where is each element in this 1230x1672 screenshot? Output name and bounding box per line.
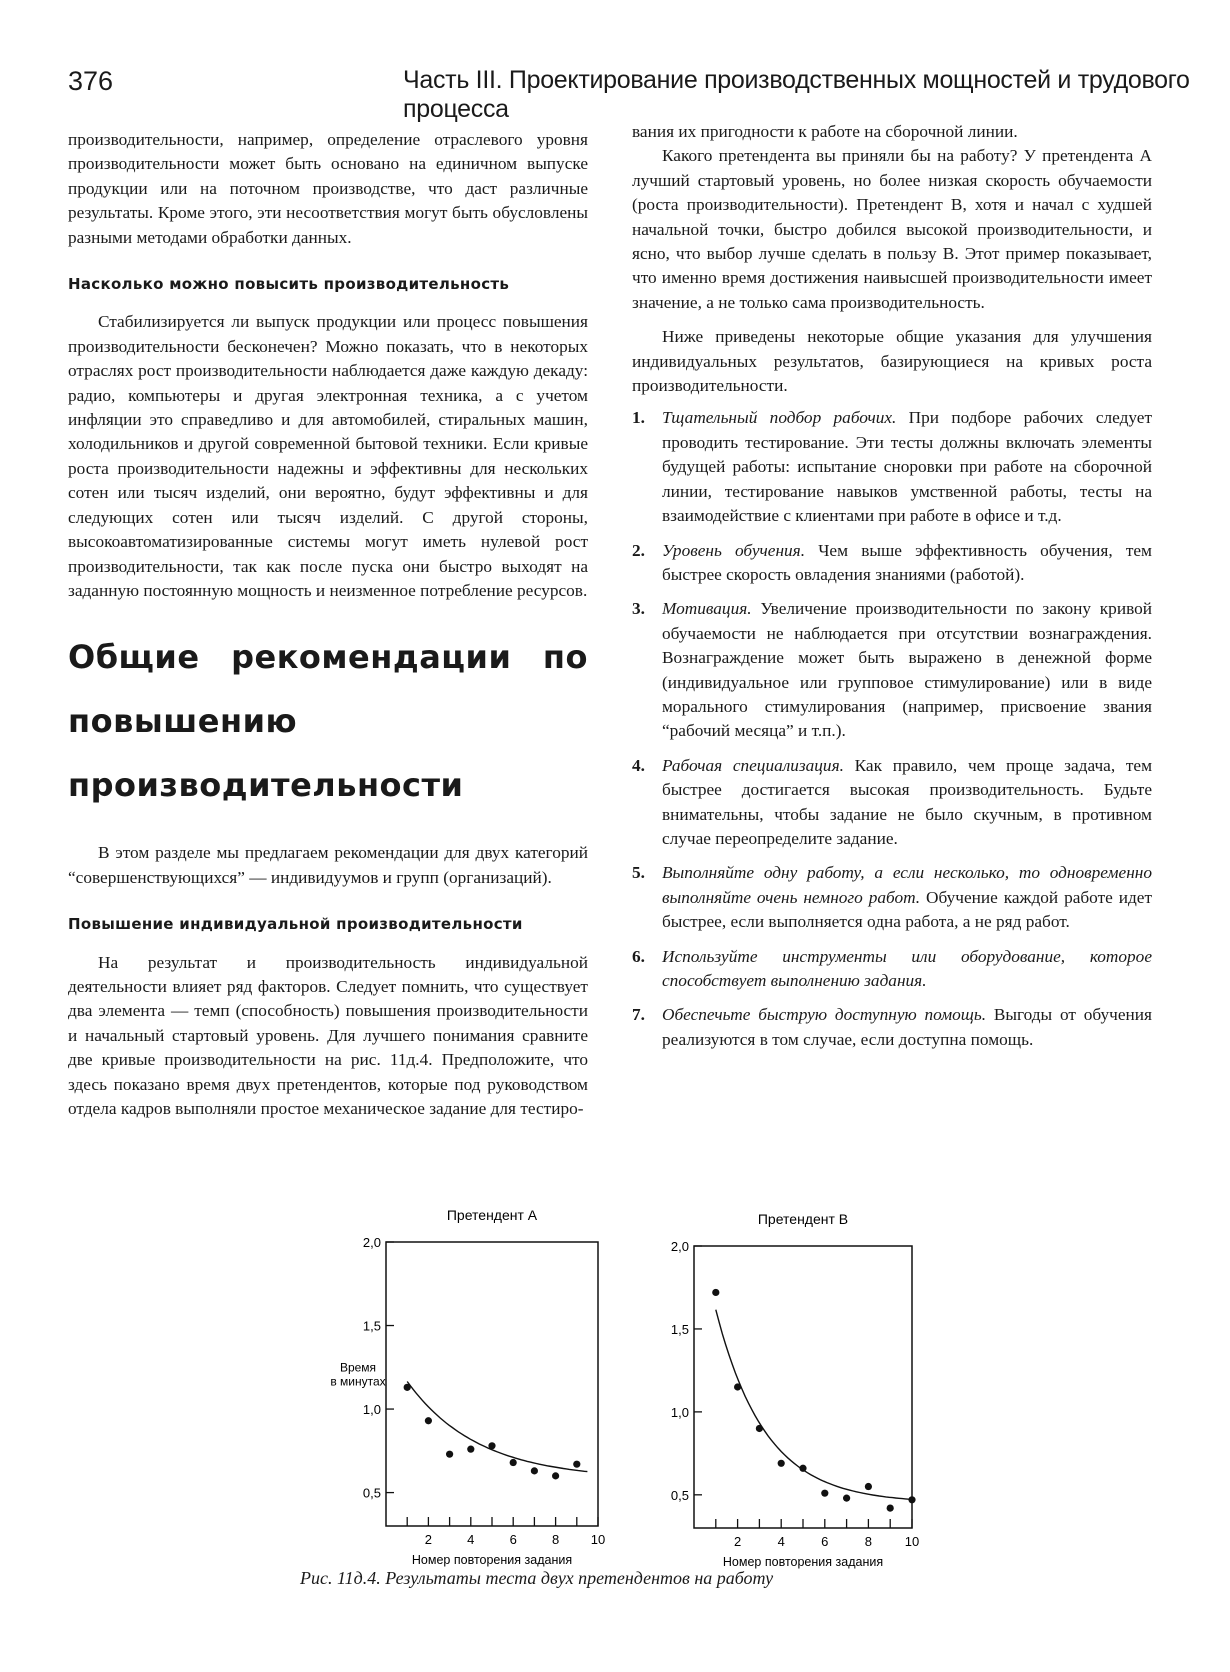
data-point: [865, 1483, 872, 1490]
paragraph: производительности, например, определение отраслевого уровня производительности может быть основано на единичном выпуске продукции или на поточном производстве, что даст различные результаты. Кроме этого, эти несоответствия могут быть обусловлены разными методами обработки данных.: [68, 130, 588, 247]
page-number: 376: [68, 66, 114, 96]
y-axis-label: в минутах: [330, 1374, 386, 1389]
data-point: [843, 1495, 850, 1502]
paragraph: вания их пригодности к работе на сборочной линии.: [632, 122, 1018, 141]
list-item: 1. Тщательный подбор рабочих. При подборе рабочих следует проводить тестирование. Эти тесты должны включать элементы будущей работы: испытание сноровки при работе на сборочной линии, тестирование навыков умственной работы, тесты на взаимодействие с клиентами при работе в офисе и т.д.: [632, 408, 1152, 526]
x-tick-label: 4: [467, 1532, 475, 1547]
x-tick-label: 2: [424, 1532, 433, 1547]
right-column: [632, 120, 1152, 1062]
list-item: 7. Обеспечьте быструю доступную помощь. Выгоды от обучения реализуются в том случае, если доступна помощь.: [632, 1005, 1152, 1049]
data-point: [712, 1289, 719, 1296]
x-axis-label: Номер повторения задания: [411, 1553, 573, 1567]
x-tick-label: 8: [551, 1532, 560, 1547]
section-heading: Насколько можно повысить производительность: [68, 275, 510, 294]
y-tick-label: 0,5: [670, 1487, 689, 1503]
x-axis-label: Номер повторения задания: [722, 1555, 884, 1569]
x-tick-label: 6: [821, 1534, 829, 1549]
data-point: [756, 1425, 763, 1432]
paragraph: На результат и производительность индивидуальной деятельности влияет ряд факторов. Следует помнить, что существует два элемента — темп (способность) повышения производительности и начальный стартовый уровень. Для лучшего понимания сравните две кривые производительности на рис. 11д.4. Предположите, что здесь показано время двух претендентов, которые под руководством отдела кадров выполняли простое механическое задание для тестиро-: [68, 952, 588, 1118]
fit-curve: [407, 1382, 587, 1472]
chart-applicant-b: [640, 1200, 940, 1570]
figure-caption: Рис. 11д.4. Результаты теста двух претендентов на работу: [300, 1568, 774, 1588]
x-tick-label: 8: [864, 1534, 873, 1549]
chart-title: Претендент В: [757, 1211, 849, 1227]
paragraph: В этом разделе мы предлагаем рекомендации для двух категорий “совершенствующихся” — индивидуумов и групп (организаций).: [68, 843, 588, 887]
x-tick-label: 4: [777, 1534, 785, 1549]
recommendation-list: [632, 406, 1152, 1052]
list-item: 2. Уровень обучения. Чем выше эффективность обучения, тем быстрее скорость овладения знаниями (работой).: [632, 540, 1152, 584]
data-point: [425, 1417, 432, 1424]
y-tick-label: 2,0: [670, 1239, 689, 1254]
data-point: [887, 1504, 894, 1511]
data-point: [734, 1383, 741, 1390]
left-column: [68, 128, 588, 1121]
paragraph: Ниже приведены некоторые общие указания для улучшения индивидуальных результатов, базирующиеся на кривых роста производительности.: [632, 327, 1152, 396]
data-point: [488, 1442, 495, 1449]
list-item: 4. Рабочая специализация. Как правило, чем проще задача, тем быстрее достигается высокая производительность. Будьте внимательны, чтобы задание не было скучным, в противном случае переопределите задание.: [632, 755, 1153, 848]
data-point: [404, 1384, 411, 1391]
list-item: 6. Используйте инструменты или оборудование, которое способствует выполнению задания.: [632, 946, 1152, 990]
y-tick-label: 0,5: [362, 1485, 381, 1501]
y-tick-label: 1,5: [670, 1321, 689, 1337]
y-tick-label: 1,5: [362, 1318, 381, 1334]
list-item: 5. Выполняйте одну работу, а если несколько, то одновременно выполняйте очень немного работ. Обучение каждой работе идет быстрее, если выполняется одна работа, а не ряд работ.: [632, 863, 1152, 932]
chart-title: Претендент А: [446, 1207, 538, 1223]
x-tick-label: 2: [733, 1534, 742, 1549]
data-point: [446, 1451, 453, 1458]
chart-applicant-a: [290, 1200, 630, 1570]
paragraph: Стабилизируется ли выпуск продукции или процесс повышения производительности бесконечен? Можно показать, что в некоторых отраслях рост производительности наблюдается даже каждую декаду: радио, компьютеры и другая электронная техника, а с учетом инфляции это справедливо и для автомобилей, стиральных машин, холодильников и другой современной бытовой техники. Если кривые роста производительности надежны и эффективны для нескольких сотен или тысяч изделий, они вероятно, будут эффективны и для следующих сотен или тысяч изделий. С другой стороны, высокоавтоматизированные системы могут иметь нулевой рост производительности, так как после пуска они быстро выходят на заданную постоянную мощность и неизменное потребление ресурсов.: [68, 312, 588, 600]
running-title: Часть III. Проектирование производственных мощностей и трудового процесса: [403, 66, 1190, 123]
list-item: 3. Мотивация. Увеличение производительности по закону кривой обучаемости не наблюдается при отсутствии вознаграждения. Вознаграждение может быть выражено в денежной форме (индивидуальное или групповое стимулирование) или в виде морального стимулирования (например, присвоение звания “рабочий месяца” и т.п.).: [632, 599, 1152, 741]
data-point: [799, 1465, 806, 1472]
data-point: [552, 1472, 559, 1479]
data-point: [467, 1446, 474, 1453]
chapter-heading: Общие рекомендации по повышению производительности: [68, 638, 588, 805]
data-point: [821, 1490, 828, 1497]
x-tick-label: 10: [904, 1534, 920, 1549]
data-point: [531, 1467, 538, 1474]
plot-frame: [386, 1242, 598, 1526]
data-point: [908, 1496, 915, 1503]
x-tick-label: 6: [509, 1532, 517, 1547]
data-point: [573, 1461, 580, 1468]
data-point: [510, 1459, 517, 1466]
y-tick-label: 2,0: [362, 1235, 381, 1250]
plot-frame: [694, 1246, 912, 1528]
x-tick-label: 10: [590, 1532, 606, 1547]
y-tick-label: 1,0: [670, 1404, 689, 1420]
fit-curve: [716, 1310, 912, 1500]
data-point: [778, 1460, 785, 1467]
y-axis-label: Время: [339, 1360, 377, 1375]
section-heading: Повышение индивидуальной производительности: [68, 915, 523, 934]
paragraph: Какого претендента вы приняли бы на работу? У претендента А лучший стартовый уровень, но более низкая скорость обучаемости (роста производительности). Претендент В, хотя и начал с худшей начальной точки, быстро добился высокой производительности, и ясно, что выбор лучше сделать в пользу В. Этот пример показывает, что именно время достижения наивысшей производительности имеет значение, а не только сама производительность.: [632, 146, 1152, 312]
y-tick-label: 1,0: [362, 1402, 381, 1418]
